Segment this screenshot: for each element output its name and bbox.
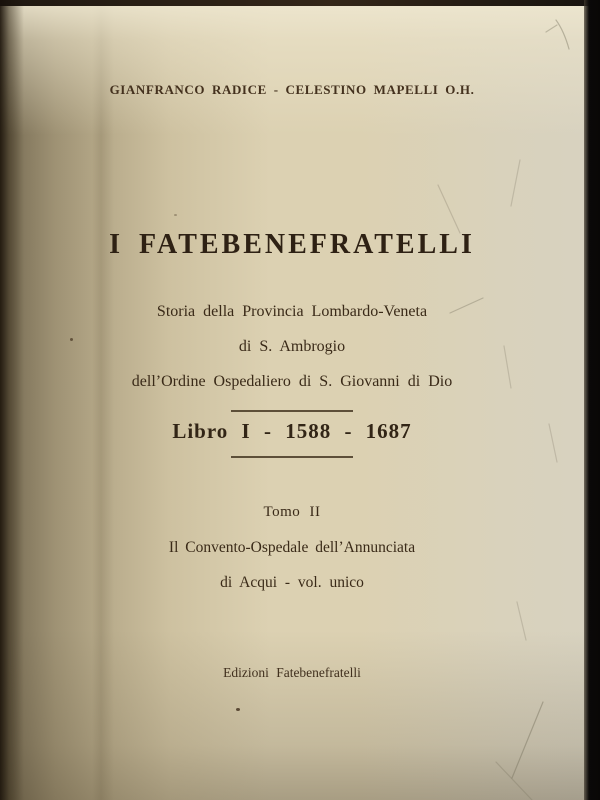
paper-speck: [236, 708, 240, 711]
tomo-line-1: Il Convento-Ospedale dell’Annunciata: [168, 539, 416, 556]
subtitle-line-3: dell’Ordine Ospedaliero di S. Giovanni di Dio: [131, 373, 453, 390]
separator-rule-bottom: [231, 456, 353, 458]
subtitle-line-1: Storia della Provincia Lombardo-Veneta: [156, 303, 428, 320]
tomo-heading: Tomo II: [263, 504, 321, 520]
tomo-line-2: di Acqui - vol. unico: [220, 574, 364, 591]
publisher-line: Edizioni Fatebenefratelli: [223, 665, 361, 680]
book-title: I FATEBENEFRATELLI: [109, 229, 475, 260]
volume-line: Libro I - 1588 - 1687: [172, 419, 412, 443]
background-right-band: [584, 0, 600, 800]
separator-rule-top: [231, 410, 353, 412]
paper-speck: [174, 214, 177, 216]
paper-speck: [70, 338, 73, 341]
author-line: GIANFRANCO RADICE - CELESTINO MAPELLI O.H.: [109, 82, 475, 97]
subtitle-line-2: di S. Ambrogio: [238, 338, 346, 355]
